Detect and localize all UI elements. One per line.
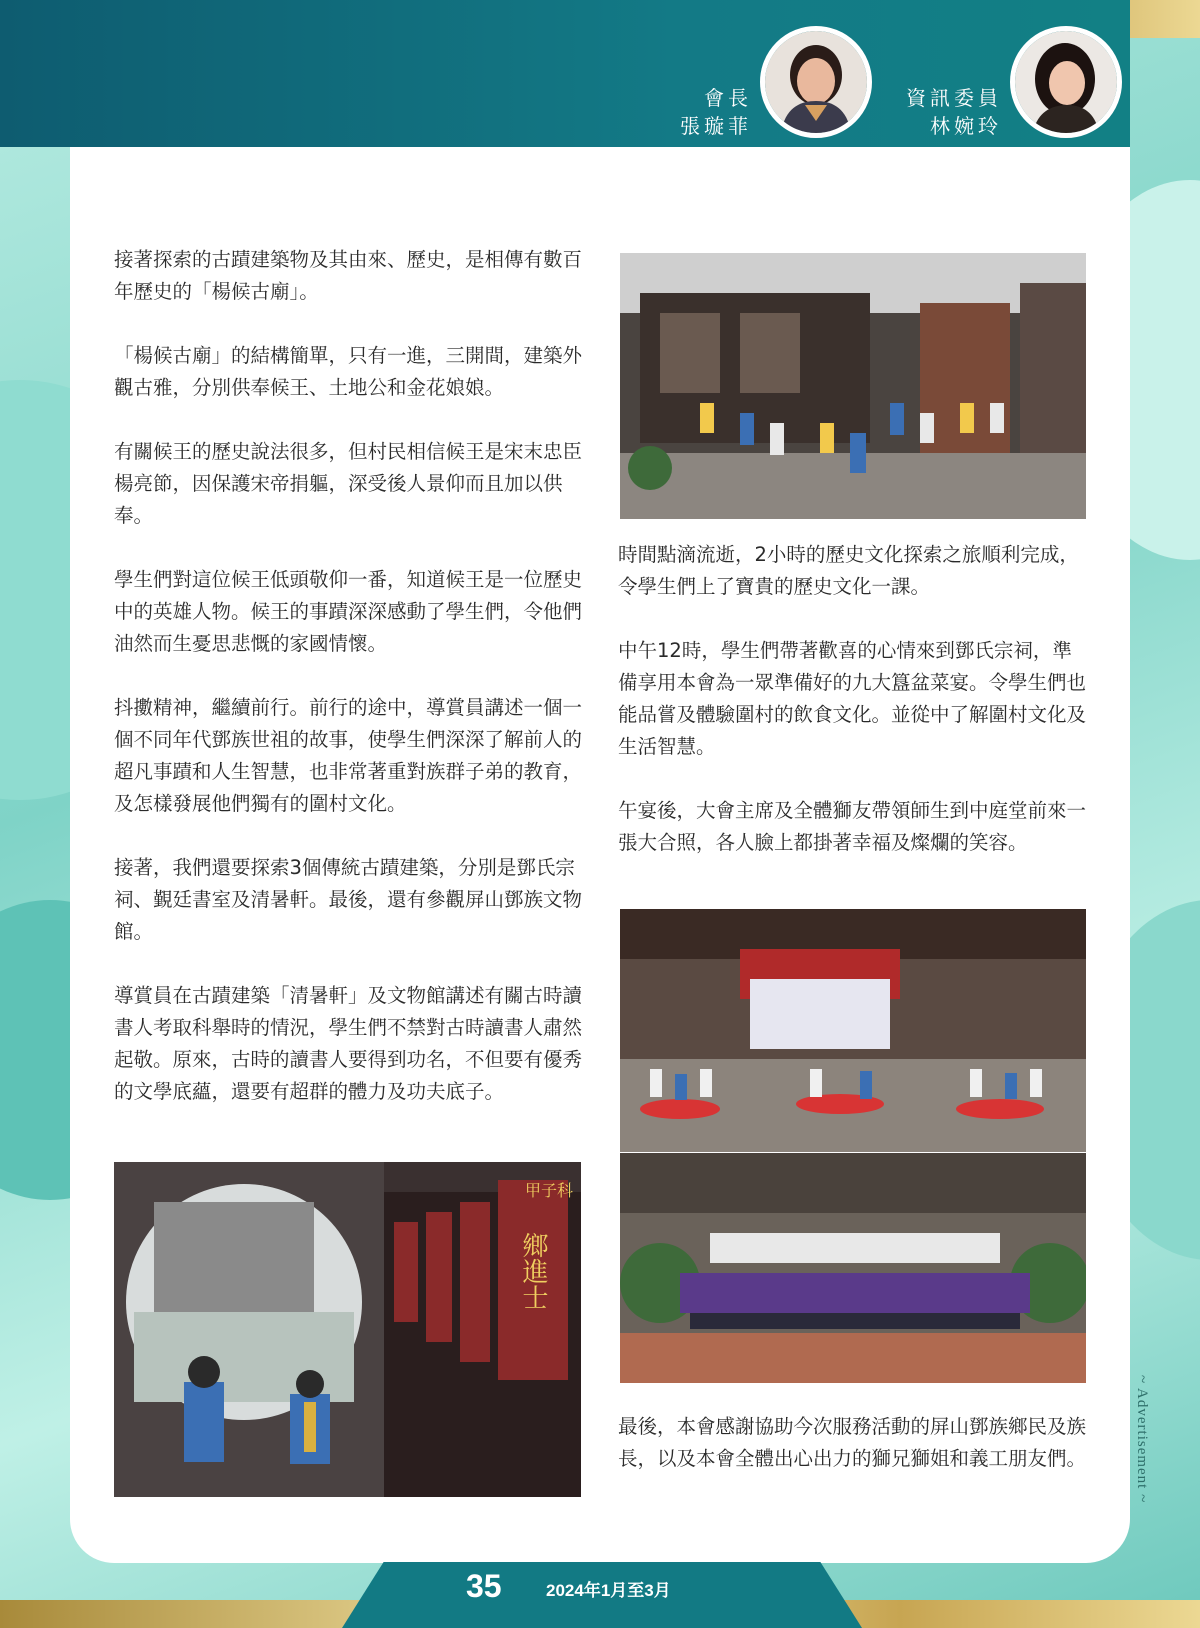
paragraph: 接著，我們還要探索3個傳統古蹟建築，分別是鄧氏宗祠、覲廷書室及清暑軒。最後，還有參觀屏山鄧族文物館。 xyxy=(114,856,583,943)
president-role: 會長 xyxy=(704,86,752,110)
president-name: 張璇菲 xyxy=(680,114,752,138)
info-officer-name: 林婉玲 xyxy=(930,114,1002,138)
paragraph: 抖擻精神，繼續前行。前行的途中，導賞員講述一個一個不同年代鄧族世祖的故事，使學生們深深了解前人的超凡事蹟和人生智慧，也非常著重對族群子弟的教育，及怎樣發展他們獨有的圍村文化。 xyxy=(114,696,583,815)
paragraph: 午宴後，大會主席及全體獅友帶領師生到中庭堂前來一張大合照，各人臉上都掛著幸福及燦爛的笑容。 xyxy=(618,799,1087,854)
paragraph: 有關候王的歷史說法很多，但村民相信候王是宋末忠臣楊亮節，因保護宋帝捐軀，深受後人景仰而且加以供奉。 xyxy=(114,440,583,527)
paragraph: 學生們對這位候王低頭敬仰一番，知道候王是一位歷史中的英雄人物。候王的事蹟深深感動了學生們，令他們油然而生憂思悲慨的家國情懷。 xyxy=(114,568,583,655)
issue-date: 2024年1月至3月 xyxy=(546,1581,671,1600)
person-president xyxy=(630,84,752,140)
advertisement-label: ~ Advertisement ~ xyxy=(1134,1375,1150,1504)
closing-paragraph xyxy=(618,1411,1088,1507)
paragraph: 「楊候古廟」的結構簡單，只有一進，三開間，建築外觀古雅，分別供奉候王、土地公和金花娘娘。 xyxy=(114,344,583,399)
person-info-officer xyxy=(872,84,1002,140)
paragraph: 最後，本會感謝協助今次服務活動的屏山鄧族鄉民及族長，以及本會全體出心出力的獅兄獅姐和義工朋友們。 xyxy=(618,1415,1087,1470)
info-officer-role: 資訊委員 xyxy=(906,86,1002,110)
photo-group xyxy=(620,1153,1086,1383)
paragraph: 中午12時，學生們帶著歡喜的心情來到鄧氏宗祠，準備享用本會為一眾準備好的九大簋盆菜宴。令學生們也能品嘗及體驗圍村的飲食文化。並從中了解圍村文化及生活智慧。 xyxy=(618,639,1087,758)
photo-temple-visit xyxy=(620,253,1086,519)
page-number: 35 xyxy=(466,1568,502,1604)
plaque-left-text: 甲子科 xyxy=(524,1181,574,1200)
left-text-column xyxy=(114,244,584,1140)
photo-banquet xyxy=(620,909,1086,1152)
right-text-column xyxy=(618,539,1088,891)
paragraph: 導賞員在古蹟建築「清暑軒」及文物館講述有關古時讀書人考取科舉時的情況，學生們不禁對古時讀書人肅然起敬。原來，古時的讀書人要得到功名，不但要有優秀的文學底蘊，還要有超群的體力及功夫底子。 xyxy=(114,984,583,1103)
plaque-main-text: 鄉進士 xyxy=(518,1232,548,1310)
photo-moon-gate xyxy=(114,1162,581,1497)
president-avatar xyxy=(760,26,872,138)
paragraph: 時間點滴流逝，2小時的歷史文化探索之旅順利完成，令學生們上了寶貴的歷史文化一課。 xyxy=(618,543,1079,598)
paragraph: 接著探索的古蹟建築物及其由來、歷史，是相傳有數百年歷史的「楊候古廟」。 xyxy=(114,248,583,303)
info-officer-avatar xyxy=(1010,26,1122,138)
